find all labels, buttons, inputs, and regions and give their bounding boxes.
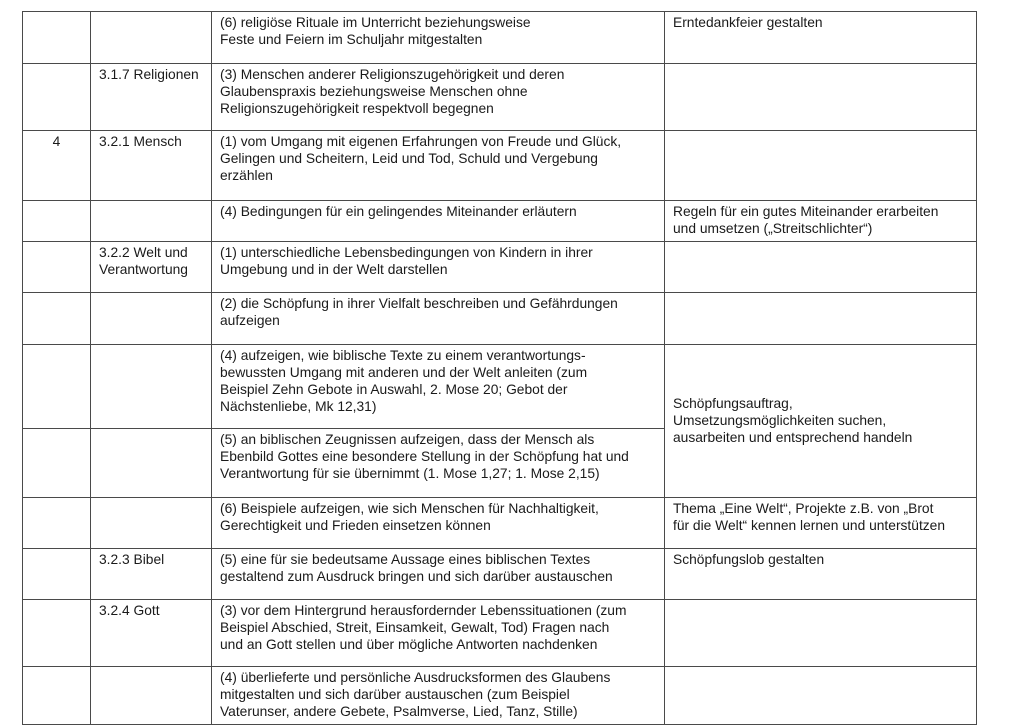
competence-cell: (5) an biblischen Zeugnissen aufzeigen, dass der Mensch als Ebenbild Gottes eine besondere Stellung in der Schöpfung hat und Verantwortung für sie übernimmt (1. Mose 1,27; 1. Mose 2,15) bbox=[212, 429, 665, 498]
table-row bbox=[23, 293, 977, 345]
subject-area-cell bbox=[91, 498, 212, 549]
subject-area-cell: 3.2.2 Welt und Verantwortung bbox=[91, 242, 212, 293]
grade-cell bbox=[23, 667, 91, 725]
subject-area-cell: 3.2.3 Bibel bbox=[91, 549, 212, 600]
curriculum-table bbox=[22, 11, 977, 725]
competence-cell: (6) Beispiele aufzeigen, wie sich Menschen für Nachhaltigkeit, Gerechtigkeit und Frieden einsetzen können bbox=[212, 498, 665, 549]
grade-cell bbox=[23, 242, 91, 293]
grade-cell bbox=[23, 345, 91, 429]
grade-cell: 4 bbox=[23, 131, 91, 201]
subject-area-cell bbox=[91, 12, 212, 64]
table-row bbox=[23, 131, 977, 201]
competence-cell: (3) Menschen anderer Religionszugehörigkeit und deren Glaubenspraxis beziehungsweise Menschen ohne Religionszugehörigkeit respektvoll begegnen bbox=[212, 64, 665, 131]
grade-cell bbox=[23, 429, 91, 498]
table-row bbox=[23, 549, 977, 600]
note-cell bbox=[665, 64, 977, 131]
table-row bbox=[23, 498, 977, 549]
note-cell bbox=[665, 242, 977, 293]
subject-area-cell bbox=[91, 345, 212, 429]
table-row bbox=[23, 345, 977, 429]
table-row bbox=[23, 600, 977, 667]
note-cell: Schöpfungsauftrag, Umsetzungsmöglichkeiten suchen, ausarbeiten und entsprechend handeln bbox=[665, 345, 977, 498]
grade-cell bbox=[23, 293, 91, 345]
subject-area-cell bbox=[91, 667, 212, 725]
competence-cell: (1) vom Umgang mit eigenen Erfahrungen von Freude und Glück, Gelingen und Scheitern, Leid und Tod, Schuld und Vergebung erzählen bbox=[212, 131, 665, 201]
grade-cell bbox=[23, 64, 91, 131]
subject-area-cell: 3.2.1 Mensch bbox=[91, 131, 212, 201]
competence-cell: (6) religiöse Rituale im Unterricht beziehungsweise Feste und Feiern im Schuljahr mitgestalten bbox=[212, 12, 665, 64]
grade-cell bbox=[23, 600, 91, 667]
subject-area-cell bbox=[91, 201, 212, 242]
note-cell: Regeln für ein gutes Miteinander erarbeiten und umsetzen („Streitschlichter“) bbox=[665, 201, 977, 242]
grade-cell bbox=[23, 201, 91, 242]
note-cell: Erntedankfeier gestalten bbox=[665, 12, 977, 64]
table-row bbox=[23, 667, 977, 725]
note-cell: Schöpfungslob gestalten bbox=[665, 549, 977, 600]
note-cell bbox=[665, 293, 977, 345]
grade-cell bbox=[23, 498, 91, 549]
subject-area-cell: 3.1.7 Religionen bbox=[91, 64, 212, 131]
competence-cell: (3) vor dem Hintergrund herausfordernder Lebenssituationen (zum Beispiel Abschied, Streit, Einsamkeit, Gewalt, Tod) Fragen nach und an Gott stellen und über mögliche Antworten nachdenken bbox=[212, 600, 665, 667]
grade-cell bbox=[23, 549, 91, 600]
subject-area-cell: 3.2.4 Gott bbox=[91, 600, 212, 667]
table-row bbox=[23, 12, 977, 64]
table-row bbox=[23, 242, 977, 293]
competence-cell: (4) überlieferte und persönliche Ausdrucksformen des Glaubens mitgestalten und sich darüber austauschen (zum Beispiel Vaterunser, andere Gebete, Psalmverse, Lied, Tanz, Stille) bbox=[212, 667, 665, 725]
table-row bbox=[23, 201, 977, 242]
note-cell bbox=[665, 667, 977, 725]
competence-cell: (4) aufzeigen, wie biblische Texte zu einem verantwortungs- bewussten Umgang mit anderen und der Welt anleiten (zum Beispiel Zehn Gebote in Auswahl, 2. Mose 20; Gebot der Nächstenliebe, Mk 12,31) bbox=[212, 345, 665, 429]
competence-cell: (2) die Schöpfung in ihrer Vielfalt beschreiben und Gefährdungen aufzeigen bbox=[212, 293, 665, 345]
competence-cell: (5) eine für sie bedeutsame Aussage eines biblischen Textes gestaltend zum Ausdruck bringen und sich darüber austauschen bbox=[212, 549, 665, 600]
subject-area-cell bbox=[91, 429, 212, 498]
competence-cell: (4) Bedingungen für ein gelingendes Miteinander erläutern bbox=[212, 201, 665, 242]
table-row bbox=[23, 64, 977, 131]
note-cell bbox=[665, 600, 977, 667]
grade-cell bbox=[23, 12, 91, 64]
note-cell bbox=[665, 131, 977, 201]
competence-cell: (1) unterschiedliche Lebensbedingungen von Kindern in ihrer Umgebung und in der Welt darstellen bbox=[212, 242, 665, 293]
subject-area-cell bbox=[91, 293, 212, 345]
note-cell: Thema „Eine Welt“, Projekte z.B. von „Brot für die Welt“ kennen lernen und unterstützen bbox=[665, 498, 977, 549]
